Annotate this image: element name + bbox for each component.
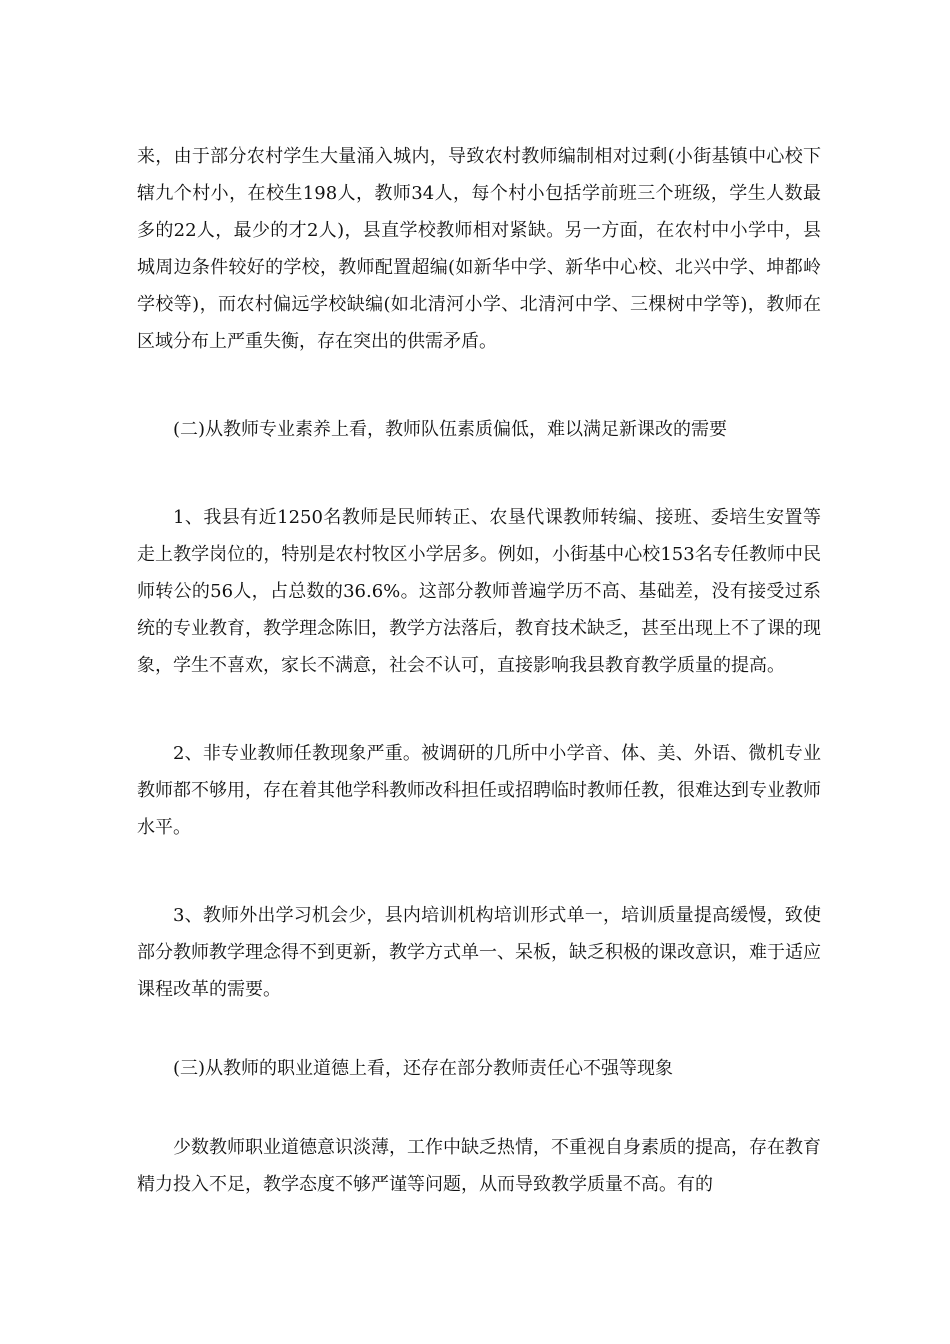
list-item-2-paragraph: 2、非专业教师任教现象严重。被调研的几所中小学音、体、美、外语、微机专业教师都不够用，存在着其他学科教师改科担任或招聘临时教师任教，很难达到专业教师水平。	[137, 743, 821, 838]
continuation-paragraph: 来，由于部分农村学生大量涌入城内，导致农村教师编制相对过剩(小街基镇中心校下辖九个村小，在校生198人，教师34人，每个村小包括学前班三个班级，学生人数最多的22人，最少的才2人)，县直学校教师相对紧缺。另一方面，在农村中小学中，县城周边条件较好的学校，教师配置超编(如新华中学、新华中心校、北兴中学、坤都岭学校等)，而农村偏远学校缺编(如北清河小学、北清河中学、三棵树中学等)，教师在区域分布上严重失衡，存在突出的供需矛盾。	[137, 146, 821, 352]
list-item-1-paragraph: 1、我县有近1250名教师是民师转正、农垦代课教师转编、接班、委培生安置等走上教学岗位的，特别是农村牧区小学居多。例如，小街基中心校153名专任教师中民师转公的56人，占总数的36.6%。这部分教师普遍学历不高、基础差，没有接受过系统的专业教育，教学理念陈旧，教学方法落后，教育技术缺乏，甚至出现上不了课的现象，学生不喜欢，家长不满意，社会不认可，直接影响我县教育教学质量的提高。	[137, 507, 821, 676]
section-heading-3: (三)从教师的职业道德上看，还存在部分教师责任心不强等现象	[173, 1058, 674, 1079]
section-heading-2: (二)从教师专业素养上看，教师队伍素质偏低，难以满足新课改的需要	[173, 419, 728, 440]
ethics-paragraph: 少数教师职业道德意识淡薄，工作中缺乏热情，不重视自身素质的提高，存在教育精力投入不足，教学态度不够严谨等问题，从而导致教学质量不高。有的	[137, 1137, 821, 1195]
document-page	[137, 138, 821, 1203]
list-item-3-paragraph: 3、教师外出学习机会少，县内培训机构培训形式单一，培训质量提高缓慢，致使部分教师教学理念得不到更新，教学方式单一、呆板，缺乏积极的课改意识，难于适应课程改革的需要。	[137, 905, 821, 1000]
